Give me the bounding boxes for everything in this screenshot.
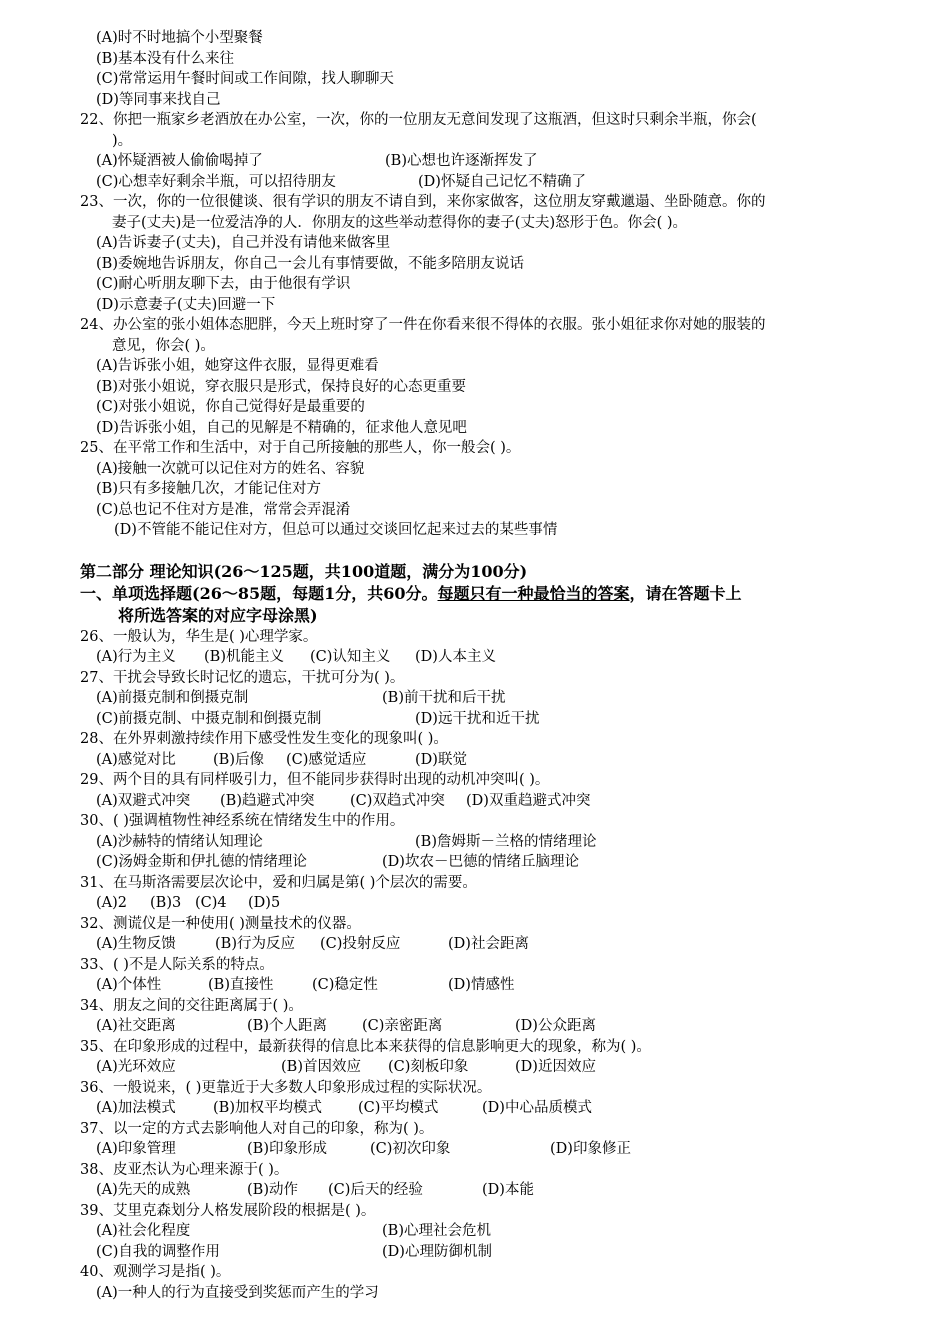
section1-heading-b: ，请在答题卡上 — [629, 583, 742, 603]
question-stem: 30、( )强调植物性神经系统在情绪发生中的作用。 — [80, 813, 405, 829]
question-option: (A)感觉对比 — [96, 751, 176, 768]
question-options-row — [0, 1057, 950, 1078]
question-stem: 40、观测学习是指( )。 — [80, 1264, 231, 1280]
question-options-row — [0, 688, 950, 709]
question-option: (D)坎农－巴德的情绪丘脑理论 — [382, 854, 579, 870]
question-options-row — [0, 647, 950, 668]
q24-option-c: (C)对张小姐说，你自己觉得好是最重要的 — [96, 399, 365, 415]
question-option: (C)认知主义 — [310, 649, 391, 665]
q22-option-a: (A)怀疑酒被人偷偷喝掉了 — [96, 153, 263, 169]
q21-option-c: (C)常常运用午餐时间或工作间隙，找人聊聊天 — [96, 71, 394, 87]
q25-stem: 25、在平常工作和生活中，对于自己所接触的那些人，你一般会( )。 — [80, 440, 521, 456]
question-stem: 37、以一定的方式去影响他人对自己的印象，称为( )。 — [80, 1120, 434, 1137]
question-option: (C)刻板印象 — [388, 1059, 469, 1075]
question-option: (A)光环效应 — [96, 1059, 176, 1075]
question-stem: 27、干扰会导致长时记忆的遗忘，干扰可分为( )。 — [80, 669, 405, 686]
question-option: (D)社会距离 — [448, 936, 529, 952]
question-options-row — [0, 832, 950, 853]
question-option: (C)双趋式冲突 — [350, 792, 445, 809]
question-option: (C)汤姆金斯和伊扎德的情绪理论 — [96, 854, 307, 870]
q21-option-a: (A)时不时地搞个小型聚餐 — [96, 30, 263, 46]
q25-option-c: (C)总也记不住对方是准，常常会弄混淆 — [96, 501, 351, 518]
question-stem: 38、皮亚杰认为心理来源于( )。 — [80, 1161, 289, 1178]
q22-option-c: (C)心想幸好剩余半瓶，可以招待朋友 — [96, 173, 336, 190]
question-options-row — [0, 709, 950, 730]
question-option: (D)本能 — [482, 1182, 534, 1198]
q22-options-row2 — [0, 172, 950, 193]
question-list — [0, 627, 950, 1304]
question-option: (C)初次印象 — [370, 1141, 451, 1157]
question-stem: 39、艾里克森划分人格发展阶段的根据是( )。 — [80, 1202, 376, 1219]
section1-heading-a: 一、单项选择题(26～85题，每题1分，共60分。 — [80, 583, 438, 603]
question-option: (A)2 — [96, 895, 128, 911]
question-options-row — [0, 1098, 950, 1119]
question-stem: 35、在印象形成的过程中，最新获得的信息比本来获得的信息影响更大的现象，称为( )。 — [80, 1038, 651, 1055]
question-option: (D)双重趋避式冲突 — [466, 792, 591, 809]
question-stem: 29、两个目的具有同样吸引力，但不能同步获得时出现的动机冲突叫( )。 — [80, 772, 550, 788]
q23-stem: 23、一次，你的一位很健谈、很有学识的朋友不请自到，来你家做客，这位朋友穿戴邋遢、坐卧随意。你的 — [80, 194, 766, 210]
question-option: (B)趋避式冲突 — [220, 792, 315, 809]
question-options-row — [0, 934, 950, 955]
question-option: (B)印象形成 — [247, 1141, 327, 1157]
question-option: (D)情感性 — [448, 977, 515, 993]
question-options-row — [0, 1016, 950, 1037]
q21-option-b: (B)基本没有什么来往 — [96, 50, 234, 67]
q22-options-row1 — [0, 151, 950, 172]
question-option: (D)联觉 — [415, 751, 467, 768]
question-option: (D)人本主义 — [415, 649, 496, 665]
q23-option-c: (C)耐心听朋友聊下去，由于他很有学识 — [96, 276, 351, 292]
question-option: (A)前摄克制和倒摄克制 — [96, 690, 249, 706]
question-stem: 32、测谎仪是一种使用( )测量技术的仪器。 — [80, 915, 361, 932]
question-option: (C)亲密距离 — [362, 1018, 443, 1034]
question-options-row — [0, 1180, 950, 1201]
q24-option-b: (B)对张小姐说，穿衣服只是形式，保持良好的心态更重要 — [96, 378, 466, 395]
question-option: (B)首因效应 — [281, 1059, 361, 1075]
question-options-row — [0, 893, 950, 914]
question-options-row — [0, 975, 950, 996]
question-options-row — [0, 852, 950, 873]
q22-stem-cont: )。 — [112, 132, 133, 149]
question-option: (A)行为主义 — [96, 649, 176, 665]
question-option: (B)心理社会危机 — [382, 1223, 491, 1239]
q21-option-d: (D)等同事来找自己 — [96, 91, 221, 108]
question-option: (B)詹姆斯－兰格的情绪理论 — [415, 833, 597, 850]
question-option: (C)感觉适应 — [286, 751, 367, 768]
question-option: (B)前干扰和后干扰 — [382, 690, 506, 706]
section1-heading — [0, 583, 950, 605]
section1-heading-underlined: 每题只有一种最恰当的答案 — [437, 583, 630, 603]
question-option: (D)中心品质模式 — [482, 1100, 592, 1116]
question-option: (B)动作 — [247, 1182, 298, 1198]
question-option: (B)加权平均模式 — [213, 1100, 322, 1116]
question-options-row — [0, 1139, 950, 1160]
question-stem: 28、在外界刺激持续作用下感受性发生变化的现象叫( )。 — [80, 731, 448, 747]
question-stem: 26、一般认为，华生是( )心理学家。 — [80, 628, 318, 645]
question-option: (D)远干扰和近干扰 — [415, 710, 540, 727]
question-option: (C)稳定性 — [312, 977, 378, 993]
part2-title: 第二部分 理论知识(26～125题，共100道题，满分为100分) — [80, 561, 528, 581]
q25-option-a: (A)接触一次就可以记住对方的姓名、容貌 — [96, 460, 365, 477]
question-stem: 34、朋友之间的交往距离属于( )。 — [80, 997, 303, 1014]
question-option: (B)个人距离 — [247, 1018, 327, 1034]
question-options-row — [0, 750, 950, 771]
question-option: (B)后像 — [213, 751, 264, 768]
question-option: (A)双避式冲突 — [96, 792, 191, 809]
question-options-row — [0, 791, 950, 812]
question-option: (A)先天的成熟 — [96, 1182, 191, 1198]
document-page — [0, 28, 950, 1303]
question-option: (C)4 — [195, 895, 227, 911]
q25-option-b: (B)只有多接触几次，才能记住对方 — [96, 481, 321, 497]
question-option: (A)印象管理 — [96, 1141, 176, 1157]
question-options-row — [0, 1221, 950, 1242]
question-option: (C)后天的经验 — [328, 1182, 423, 1198]
question-stem: 36、一般说来，( )更靠近于大多数人印象形成过程的实际状况。 — [80, 1079, 492, 1096]
question-option: (D)5 — [248, 895, 281, 911]
q23-option-d: (D)示意妻子(丈夫)回避一下 — [96, 296, 276, 313]
question-option: (A)沙赫特的情绪认知理论 — [96, 833, 263, 850]
question-options-row — [0, 1283, 950, 1304]
q24-option-a: (A)告诉张小姐，她穿这件衣服，显得更难看 — [96, 358, 379, 374]
question-option: (B)机能主义 — [204, 649, 284, 665]
question-option: (D)印象修正 — [550, 1141, 631, 1157]
q23-stem-cont: 妻子(丈夫)是一位爱洁净的人．你朋友的这些举动惹得你的妻子(丈夫)怒形于色。你会( )。 — [112, 214, 688, 231]
question-option: (A)一种人的行为直接受到奖惩而产生的学习 — [96, 1284, 379, 1301]
question-option: (B)直接性 — [208, 977, 274, 993]
q23-option-a: (A)告诉妻子(丈夫)，自己并没有请他来做客里 — [96, 235, 391, 251]
question-option: (A)社交距离 — [96, 1018, 176, 1034]
q24-stem: 24、办公室的张小姐体态肥胖，今天上班时穿了一件在你看来很不得体的衣服。张小姐征求你对她的服装的 — [80, 317, 766, 333]
q24-stem-cont: 意见，你会( )。 — [112, 337, 215, 354]
q22-option-d: (D)怀疑自己记忆不精确了 — [418, 173, 586, 190]
section-gap — [0, 541, 950, 561]
question-option: (A)生物反馈 — [96, 936, 176, 952]
section1-heading-cont: 将所选答案的对应字母涂黑) — [118, 605, 318, 625]
question-option: (A)社会化程度 — [96, 1223, 191, 1239]
question-option: (D)心理防御机制 — [382, 1243, 492, 1260]
question-option: (B)行为反应 — [215, 936, 295, 952]
q23-option-b: (B)委婉地告诉朋友，你自己一会儿有事情要做，不能多陪朋友说话 — [96, 255, 524, 272]
question-option: (C)自我的调整作用 — [96, 1243, 220, 1260]
question-option: (A)加法模式 — [96, 1100, 176, 1116]
q25-option-d: (D)不管能不能记住对方，但总可以通过交谈回忆起来过去的某些事情 — [114, 522, 558, 538]
question-stem: 33、( )不是人际关系的特点。 — [80, 956, 274, 973]
question-option: (C)前摄克制、中摄克制和倒摄克制 — [96, 710, 322, 727]
question-options-row — [0, 1242, 950, 1263]
question-option: (A)个体性 — [96, 977, 162, 993]
q22-option-b: (B)心想也许逐渐挥发了 — [385, 153, 538, 169]
question-option: (C)平均模式 — [358, 1100, 439, 1116]
question-option: (C)投射反应 — [320, 936, 401, 952]
question-option: (D)公众距离 — [515, 1018, 596, 1034]
q24-option-d: (D)告诉张小姐，自己的见解是不精确的，征求他人意见吧 — [96, 419, 467, 436]
question-stem: 31、在马斯洛需要层次论中，爱和归属是第( )个层次的需要。 — [80, 874, 477, 891]
question-option: (B)3 — [150, 895, 182, 911]
question-option: (D)近因效应 — [515, 1059, 596, 1075]
q22-stem: 22、你把一瓶家乡老酒放在办公室，一次，你的一位朋友无意间发现了这瓶酒，但这时只剩余半瓶，你会( — [80, 112, 757, 128]
